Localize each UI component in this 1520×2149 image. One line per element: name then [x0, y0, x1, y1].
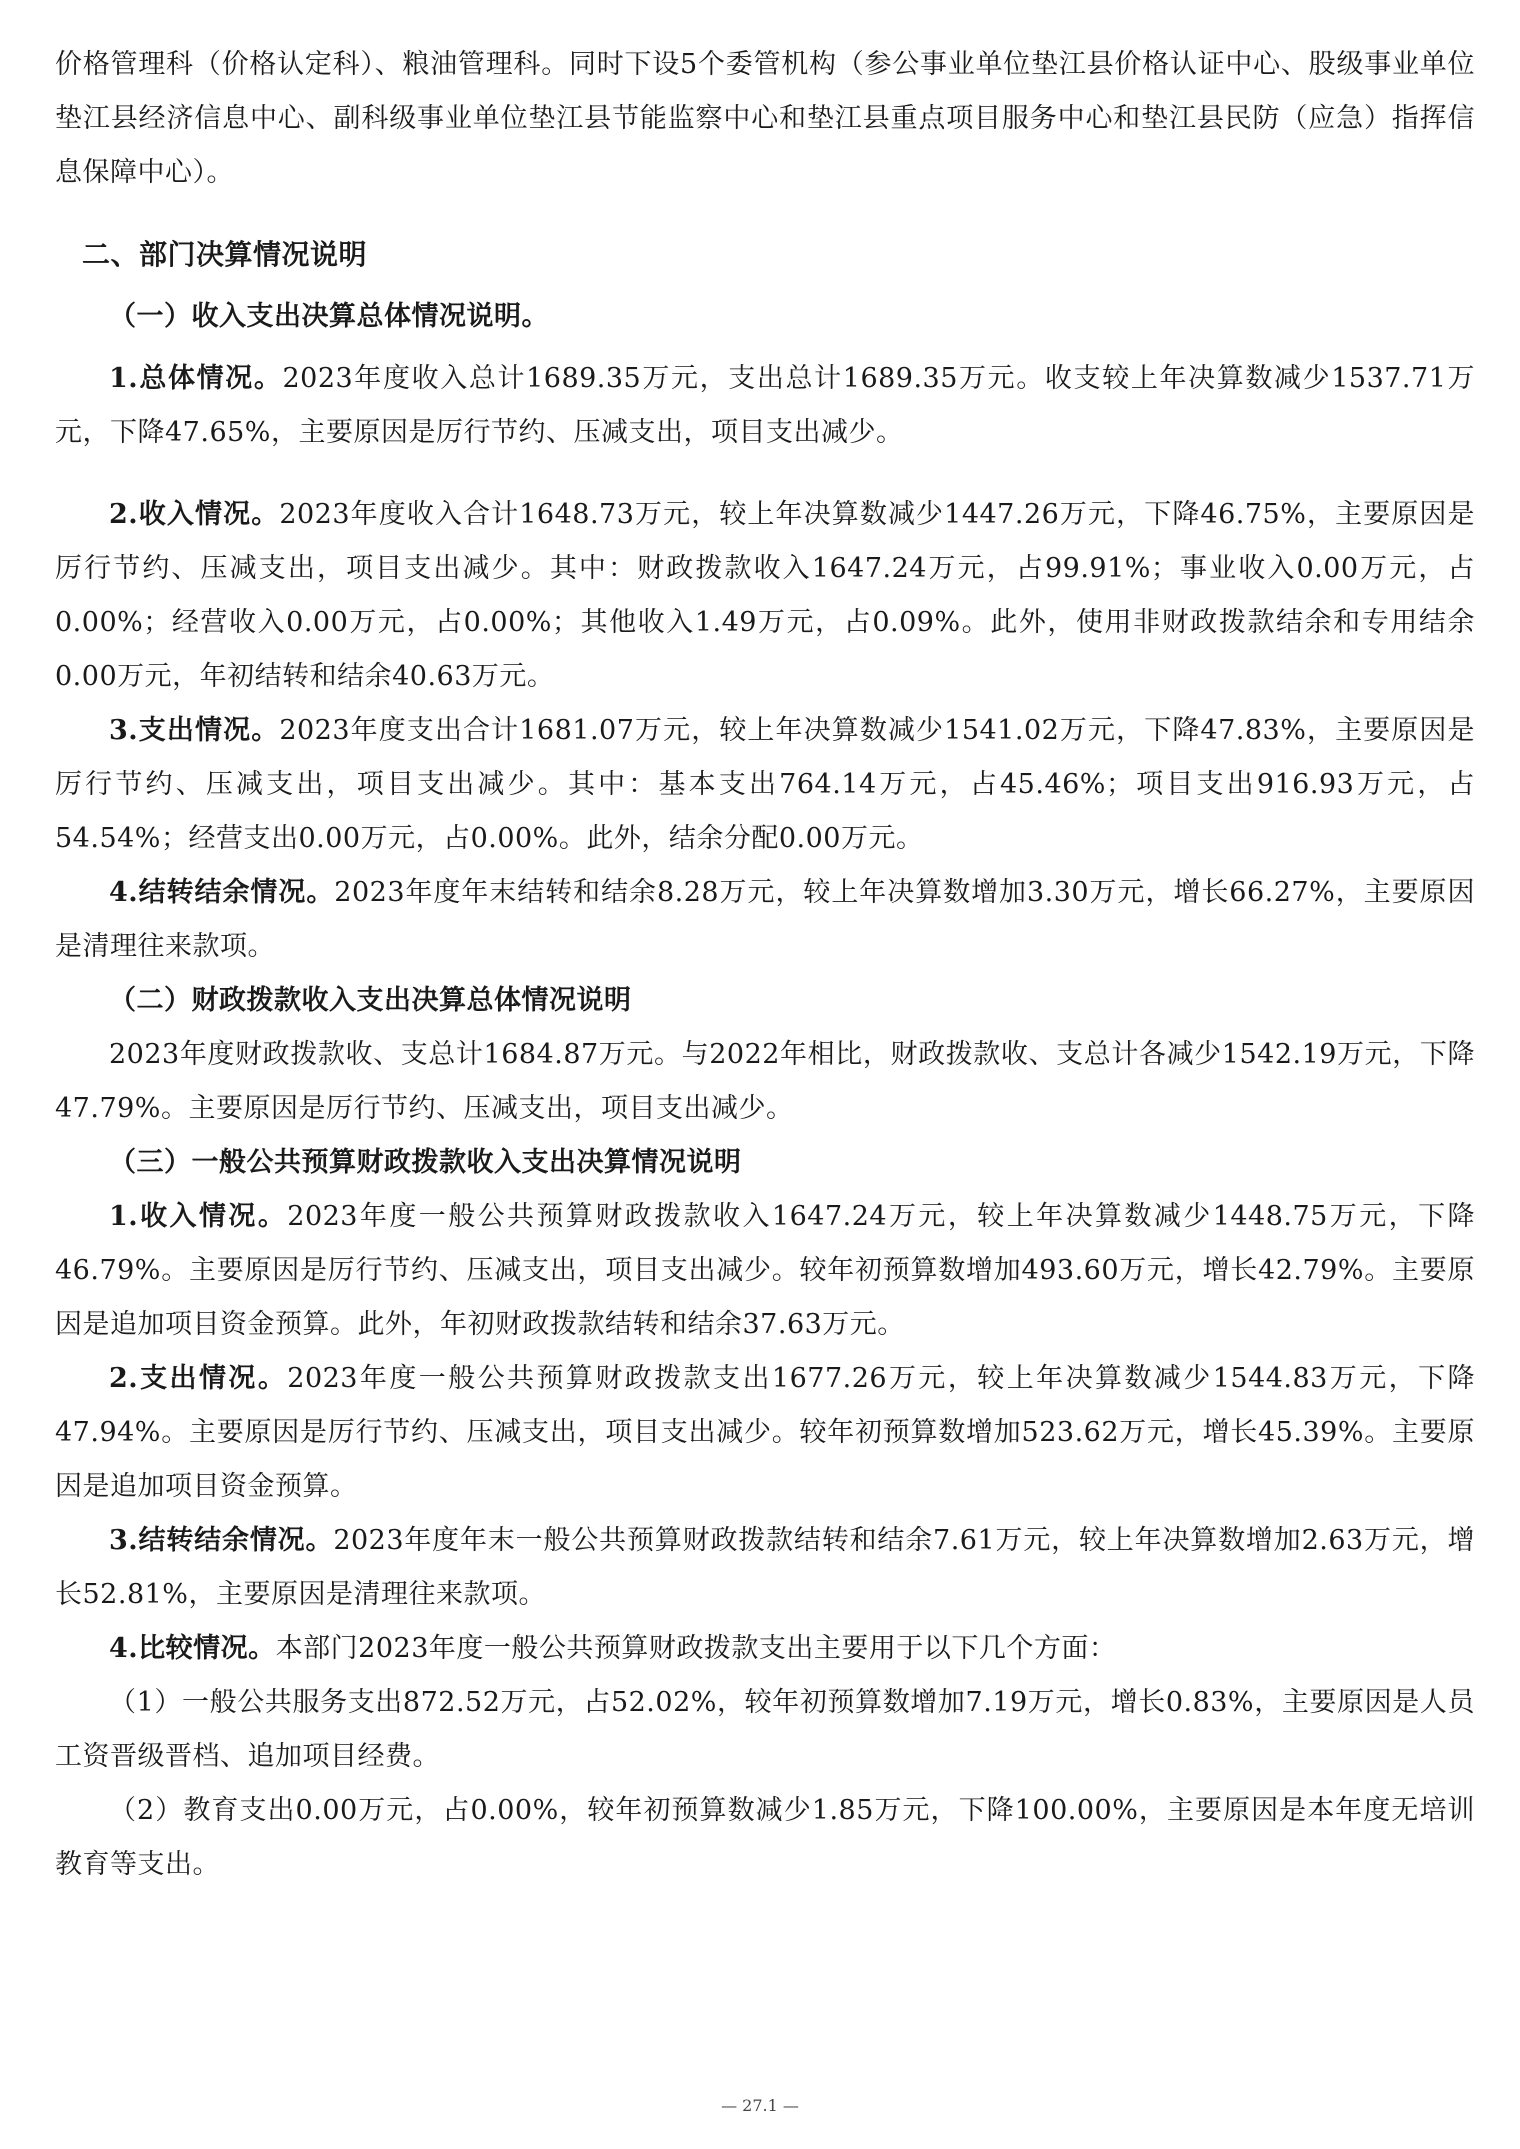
lead-general-expenditure: 2.支出情况。: [109, 1363, 288, 1394]
text-general-carryover: 2023年度年末一般公共预算财政拨款结转和结余7.61万元，较上年决算数增加2.63万元，增长52.81%，主要原因是清理往来款项。: [55, 1525, 1476, 1610]
text-general-income: 2023年度一般公共预算财政拨款收入1647.24万元，较上年决算数减少1448.75万元，下降46.79%。主要原因是厉行节约、压减支出，项目支出减少。较年初预算数增加493.60万元，增长42.79%。主要原因是追加项目资金预算。此外，年初财政拨款结转和结余37.63万元。: [55, 1201, 1476, 1340]
paragraph-comparison: [55, 1622, 1475, 1676]
subsection-heading-2: （二）财政拨款收入支出决算总体情况说明: [109, 985, 632, 1016]
text-general-expenditure: 2023年度一般公共预算财政拨款支出1677.26万元，较上年决算数减少1544.83万元，下降47.94%。主要原因是厉行节约、压减支出，项目支出减少。较年初预算数增加523.62万元，增长45.39%。主要原因是追加项目资金预算。: [55, 1363, 1476, 1502]
lead-comparison: 4.比较情况。: [109, 1633, 276, 1664]
lead-general-carryover: 3.结转结余情况。: [109, 1525, 334, 1556]
text-carryover: 2023年度年末结转和结余8.28万元，较上年决算数增加3.30万元，增长66.27%，主要原因是清理往来款项。: [55, 877, 1475, 962]
paragraph-general-income: [55, 1190, 1475, 1352]
text-income: 2023年度收入合计1648.73万元，较上年决算数减少1447.26万元，下降46.75%，主要原因是厉行节约、压减支出，项目支出减少。其中：财政拨款收入1647.24万元，占99.91%；事业收入0.00万元，占0.00%；经营收入0.00万元，占0.00%；其他收入1.49万元，占0.09%。此外，使用非财政拨款结余和专用结余0.00万元，年初结转和结余40.63万元。: [55, 499, 1475, 692]
lead-overall: 1.总体情况。: [109, 363, 283, 394]
subsection-heading-1: （一）收入支出决算总体情况说明。: [109, 301, 549, 332]
section-heading-budget-explanation: 二、部门决算情况说明: [82, 238, 368, 271]
paragraph-fiscal-total: 2023年度财政拨款收、支总计1684.87万元。与2022年相比，财政拨款收、支总计各减少1542.19万元，下降47.79%。主要原因是厉行节约、压减支出，项目支出减少。: [55, 1039, 1475, 1124]
document-page: [55, 38, 1475, 1892]
paragraph-expenditure: [55, 704, 1475, 866]
lead-income: 2.收入情况。: [109, 499, 280, 530]
paragraph-general-expenditure: [55, 1352, 1475, 1514]
text-comparison: 本部门2023年度一般公共预算财政拨款支出主要用于以下几个方面：: [275, 1633, 1117, 1664]
paragraph-general-carryover: [55, 1514, 1475, 1622]
lead-general-income: 1.收入情况。: [109, 1201, 288, 1232]
intro-paragraph: 价格管理科（价格认定科）、粮油管理科。同时下设5个委管机构（参公事业单位垫江县价格认证中心、股级事业单位垫江县经济信息中心、副科级事业单位垫江县节能监察中心和垫江县重点项目服务中心和垫江县民防（应急）指挥信息保障中心）。: [55, 49, 1475, 188]
page-number: — 27.1 —: [721, 2096, 799, 2115]
paragraph-carryover: [55, 866, 1475, 974]
text-expenditure: 2023年度支出合计1681.07万元，较上年决算数减少1541.02万元，下降47.83%，主要原因是厉行节约、压减支出，项目支出减少。其中：基本支出764.14万元，占45.46%；项目支出916.93万元，占54.54%；经营支出0.00万元，占0.00%。此外，结余分配0.00万元。: [55, 715, 1475, 854]
subsection-heading-3: （三）一般公共预算财政拨款收入支出决算情况说明: [109, 1147, 742, 1178]
list-item: （2）教育支出0.00万元，占0.00%，较年初预算数减少1.85万元，下降100.00%，主要原因是本年度无培训教育等支出。: [55, 1795, 1475, 1880]
paragraph-income: [55, 488, 1475, 704]
list-item: （1）一般公共服务支出872.52万元，占52.02%，较年初预算数增加7.19万元，增长0.83%，主要原因是人员工资晋级晋档、追加项目经费。: [55, 1687, 1475, 1772]
lead-expenditure: 3.支出情况。: [109, 715, 280, 746]
text-overall: 2023年度收入总计1689.35万元，支出总计1689.35万元。收支较上年决算数减少1537.71万元，下降47.65%，主要原因是厉行节约、压减支出，项目支出减少。: [55, 363, 1476, 448]
lead-carryover: 4.结转结余情况。: [109, 877, 335, 908]
paragraph-overall: [55, 352, 1475, 460]
